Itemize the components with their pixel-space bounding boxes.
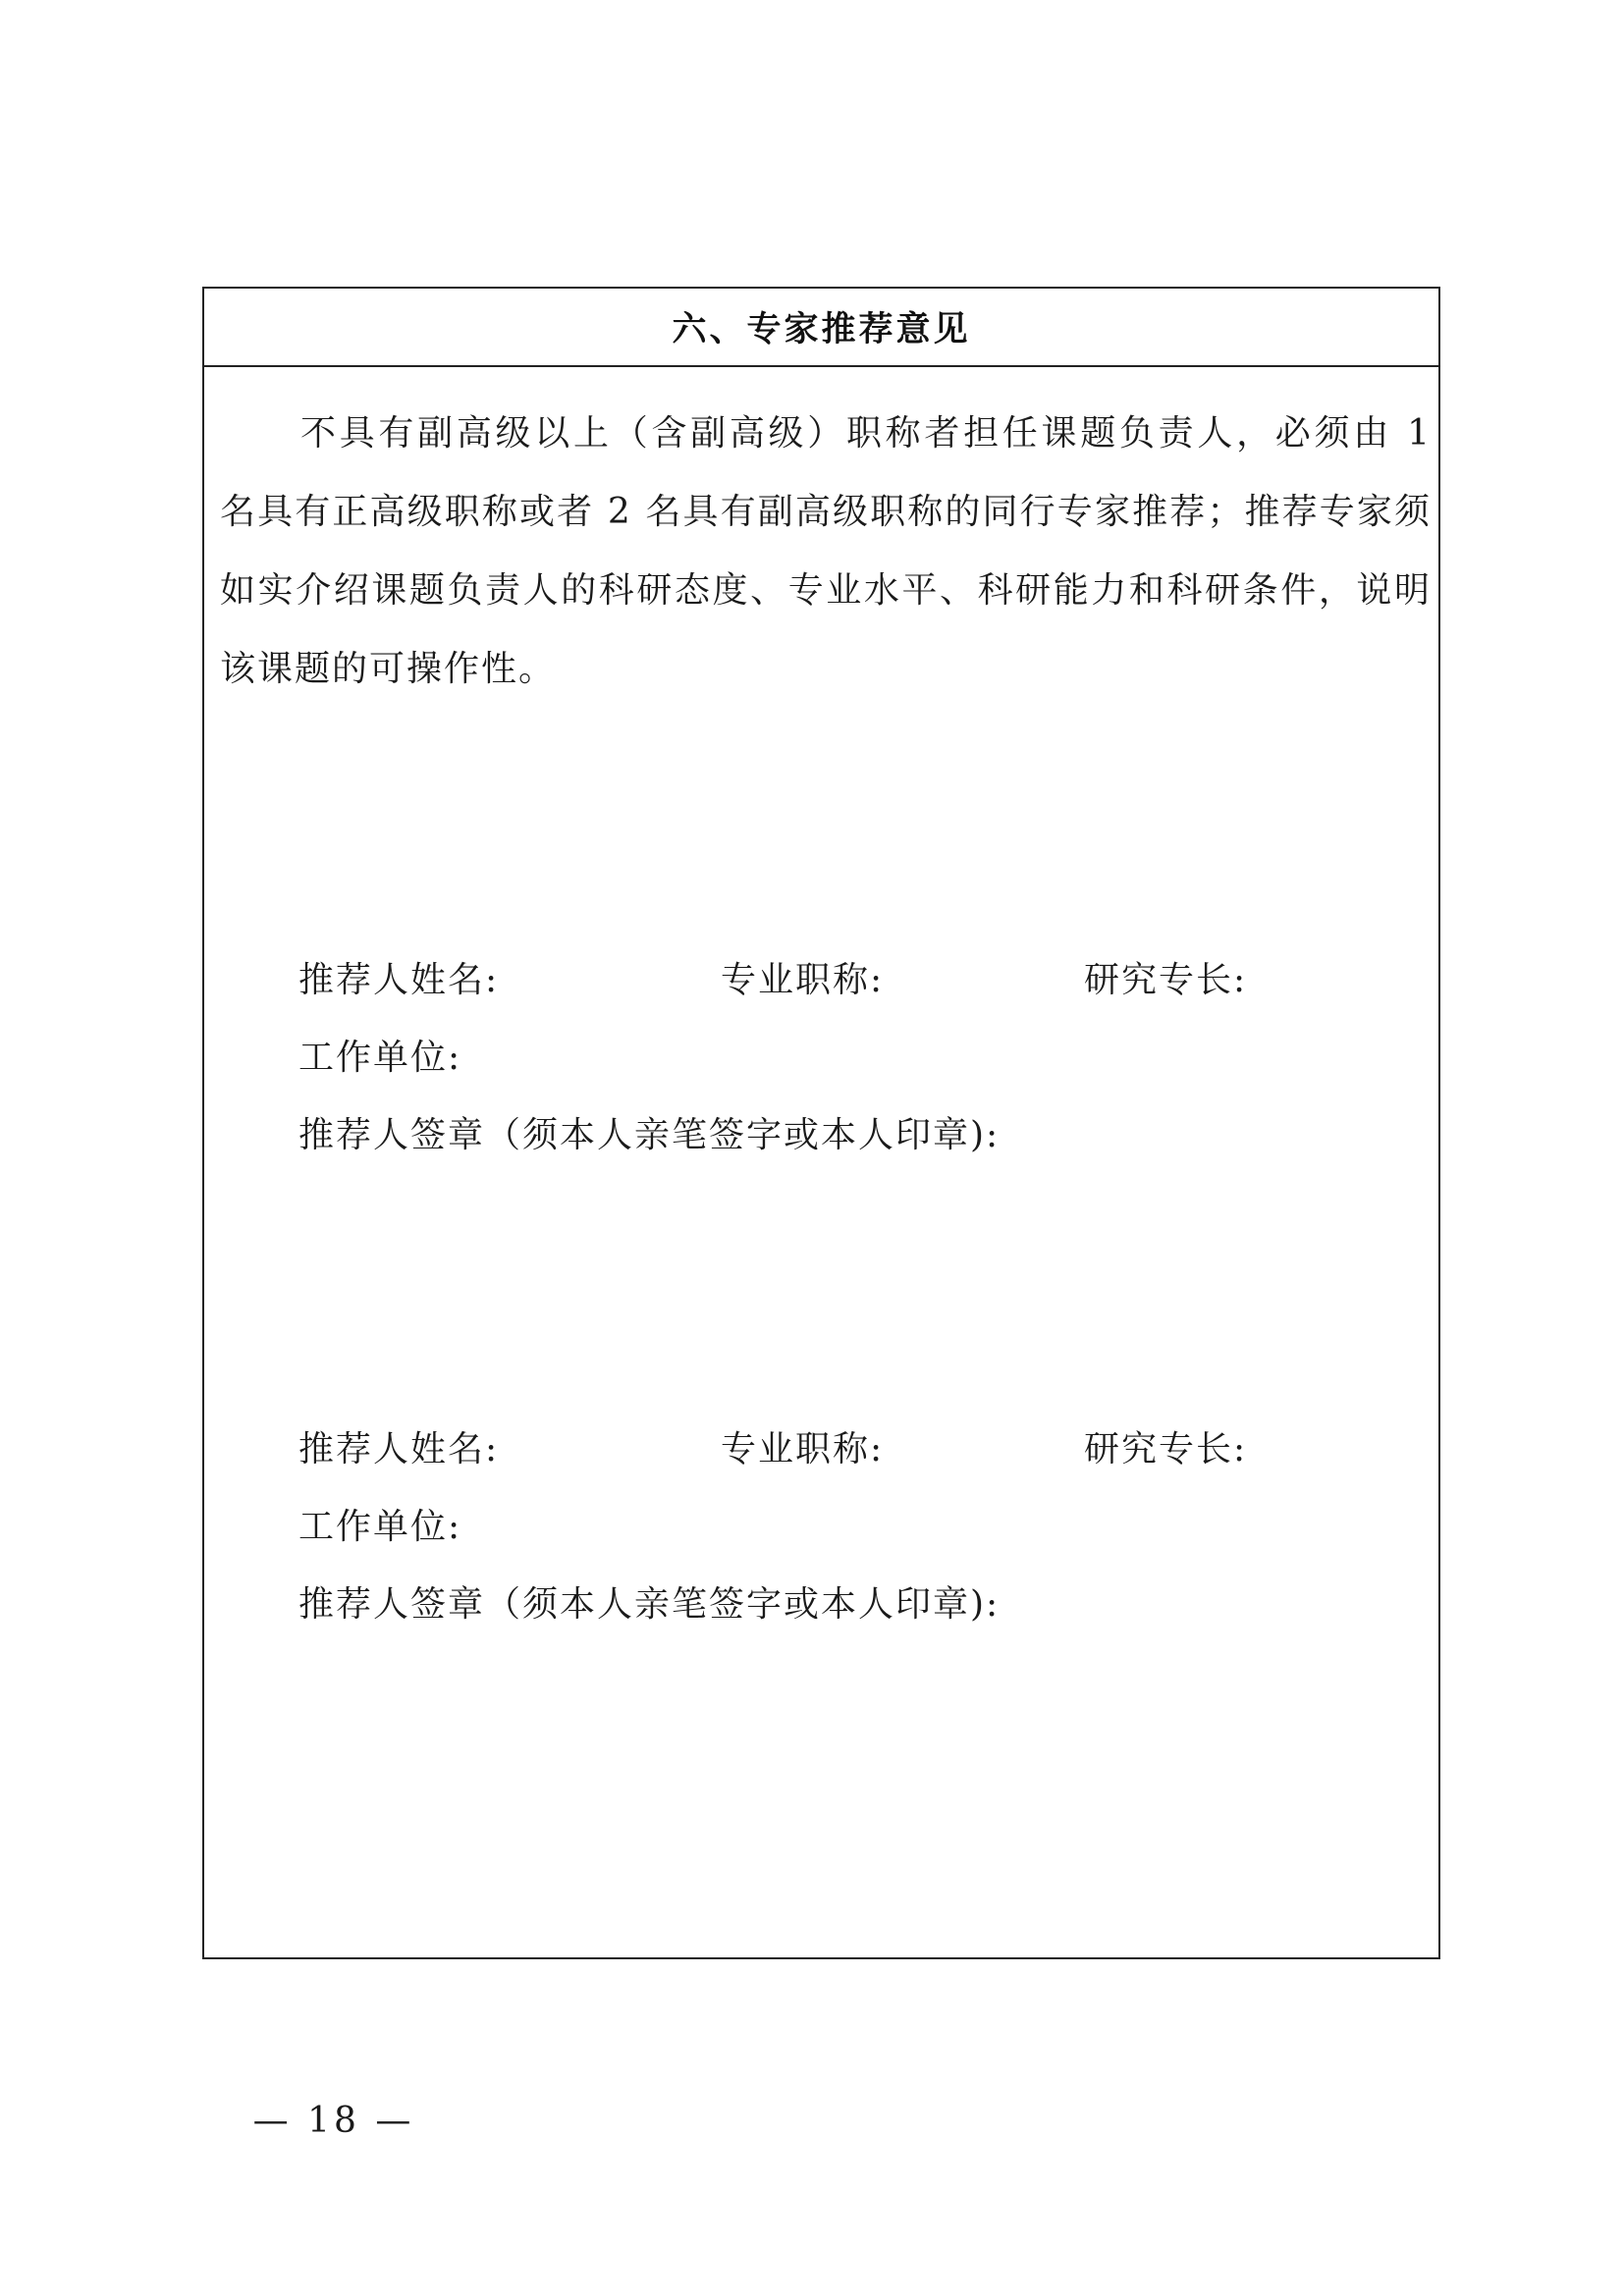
recommender-name-label: 推荐人姓名: bbox=[298, 1429, 500, 1469]
professional-title-label: 专业职称: bbox=[721, 960, 885, 1000]
recommender-2-workplace-row bbox=[204, 1499, 1438, 1548]
recommender-1-workplace-row bbox=[204, 1030, 1438, 1079]
instruction-paragraph: 不具有副高级以上（含副高级）职称者担任课题负责人，必须由 1 名具有正高级职称或者 2 名具有副高级职称的同行专家推荐；推荐专家须如实介绍课题负责人的科研态度、专业水平、科研能力和科研条件，说明该课题的可操作性。 bbox=[220, 413, 1432, 689]
recommender-1-signature-row bbox=[204, 1107, 1438, 1156]
workplace-label: 工作单位: bbox=[298, 1507, 462, 1547]
recommender-2-info-row bbox=[204, 1421, 1438, 1470]
recommender-2-signature-row bbox=[204, 1576, 1438, 1626]
recommendation-table bbox=[202, 287, 1440, 1959]
recommender-1-info-row bbox=[204, 952, 1438, 1001]
workplace-label: 工作单位: bbox=[298, 1038, 462, 1078]
research-specialty-label: 研究专长: bbox=[1084, 960, 1248, 1000]
research-specialty-label: 研究专长: bbox=[1084, 1429, 1248, 1469]
professional-title-label: 专业职称: bbox=[721, 1429, 885, 1469]
signature-label: 推荐人签章（须本人亲笔签字或本人印章): bbox=[298, 1584, 1001, 1625]
page-number: — 18 — bbox=[252, 2101, 415, 2141]
signature-label: 推荐人签章（须本人亲笔签字或本人印章): bbox=[298, 1115, 1001, 1155]
section-header bbox=[204, 289, 1438, 367]
recommender-name-label: 推荐人姓名: bbox=[298, 960, 500, 1000]
section-title: 六、专家推荐意见 bbox=[672, 310, 971, 349]
